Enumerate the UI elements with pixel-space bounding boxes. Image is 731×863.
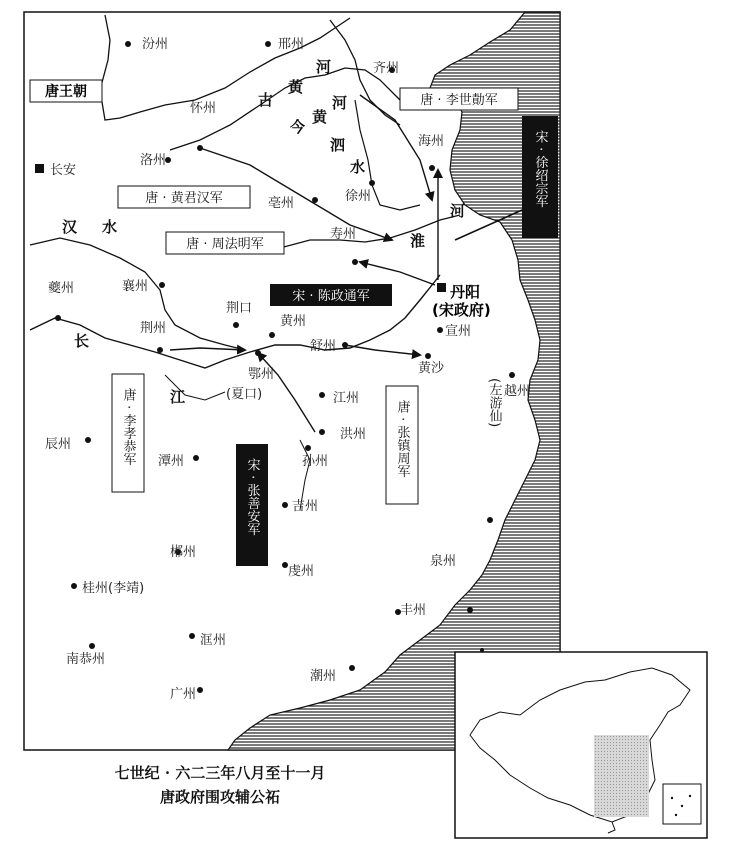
place-ezhou: 鄂州 [248,367,275,382]
place-qizhou: 齐州 [373,61,400,76]
place-huaizhou: 怀州 [190,101,217,116]
place-huangsha: 黄沙 [418,361,445,376]
yellow-river-ancient [100,15,350,120]
army-xu-shaozong: 宋 · 徐绍宗军 [532,130,548,208]
place-xiakou: (夏口) [226,387,263,402]
army-zhou-faming: 唐 · 周法明军 [186,237,264,252]
title-text: 唐王朝 [45,84,87,100]
svg-text:河: 河 [332,94,348,112]
army-chen-zhengtong: 宋 · 陈政通军 [292,289,370,304]
caption-line1: 七世纪 · 六二三年八月至十一月 [114,764,326,782]
army-zhang-shanan: 宋 · 张善安军 [244,458,260,536]
army-zhang-zhenzhou: 唐 · 张镇周军 [394,400,410,478]
place-bozhou: 亳州 [268,196,295,211]
army-zuo-youxian: (左游仙) [486,378,502,428]
capital-marker [35,164,44,173]
place-luozhou: 洛州 [140,153,167,168]
danyang-marker [437,283,446,292]
sea-area [228,12,560,750]
svg-text:黄: 黄 [288,78,304,96]
song-government-label: (宋政府) [432,301,491,319]
army-huang-junhan: 唐 · 黄君汉军 [145,191,223,206]
danyang-label: 丹阳 [450,283,481,301]
place-chenzhou: 辰州 [45,437,72,452]
svg-text:泗: 泗 [330,136,346,154]
place-xingzhou: 邢州 [278,37,305,52]
place-fenzhou: 汾州 [142,37,169,52]
place-nangongzhou: 南恭州 [66,652,106,667]
place-fengzhou: 丰州 [400,603,427,618]
place-hongzhou: 洪州 [340,427,367,442]
place-yuezhou: 越州 [504,384,531,399]
place-jiangzhou: 江州 [333,391,360,406]
svg-text:汉: 汉 [62,218,78,236]
capital-label: 长安 [50,163,77,178]
place-haizhou: 海州 [418,134,445,149]
place-xuzhou: 徐州 [345,189,372,204]
place-huangzhou: 黄州 [280,314,307,329]
army-li-shiji: 唐 · 李世勣军 [420,93,498,108]
place-guangzhou: 广州 [170,687,197,702]
place-quanzhou: 泉州 [430,554,457,569]
place-qianzhou: 虔州 [288,564,315,579]
place-shuzhou: 舒州 [310,339,337,354]
svg-text:古: 古 [258,91,274,109]
place-kuizhou: 夔州 [48,281,75,296]
svg-text:黄: 黄 [312,108,328,126]
place-xuanzhou: 宣州 [445,324,472,339]
place-binzhou: 郴州 [170,545,197,560]
svg-text:河: 河 [316,58,332,76]
place-shouzhou: 寿州 [330,227,357,242]
svg-text:淮: 淮 [410,232,426,250]
place-xiangzhou: 襄州 [122,279,149,294]
svg-text:今: 今 [290,118,306,136]
svg-text:长: 长 [74,332,90,350]
place-kuangzhou: 洭州 [200,633,227,648]
place-chaozhou: 潮州 [310,669,337,684]
svg-text:水: 水 [102,218,118,236]
army-arrows [170,95,438,432]
place-jingkou: 荆口 [226,301,253,316]
place-sunzhou: 孙州 [302,454,329,469]
place-tanzhou: 潭州 [158,454,185,469]
place-jingzhou: 荆州 [140,321,167,336]
caption-line2: 唐政府围攻辅公祏 [159,788,280,806]
svg-text:水: 水 [350,158,366,176]
svg-text:河: 河 [450,202,466,220]
army-li-xiaogong: 唐 · 李孝恭军 [120,388,136,466]
svg-text:江: 江 [170,388,186,406]
inset-map [455,652,707,838]
place-guizhou: 桂州(李靖) [82,581,145,596]
place-jizhou: 吉州 [292,499,319,514]
